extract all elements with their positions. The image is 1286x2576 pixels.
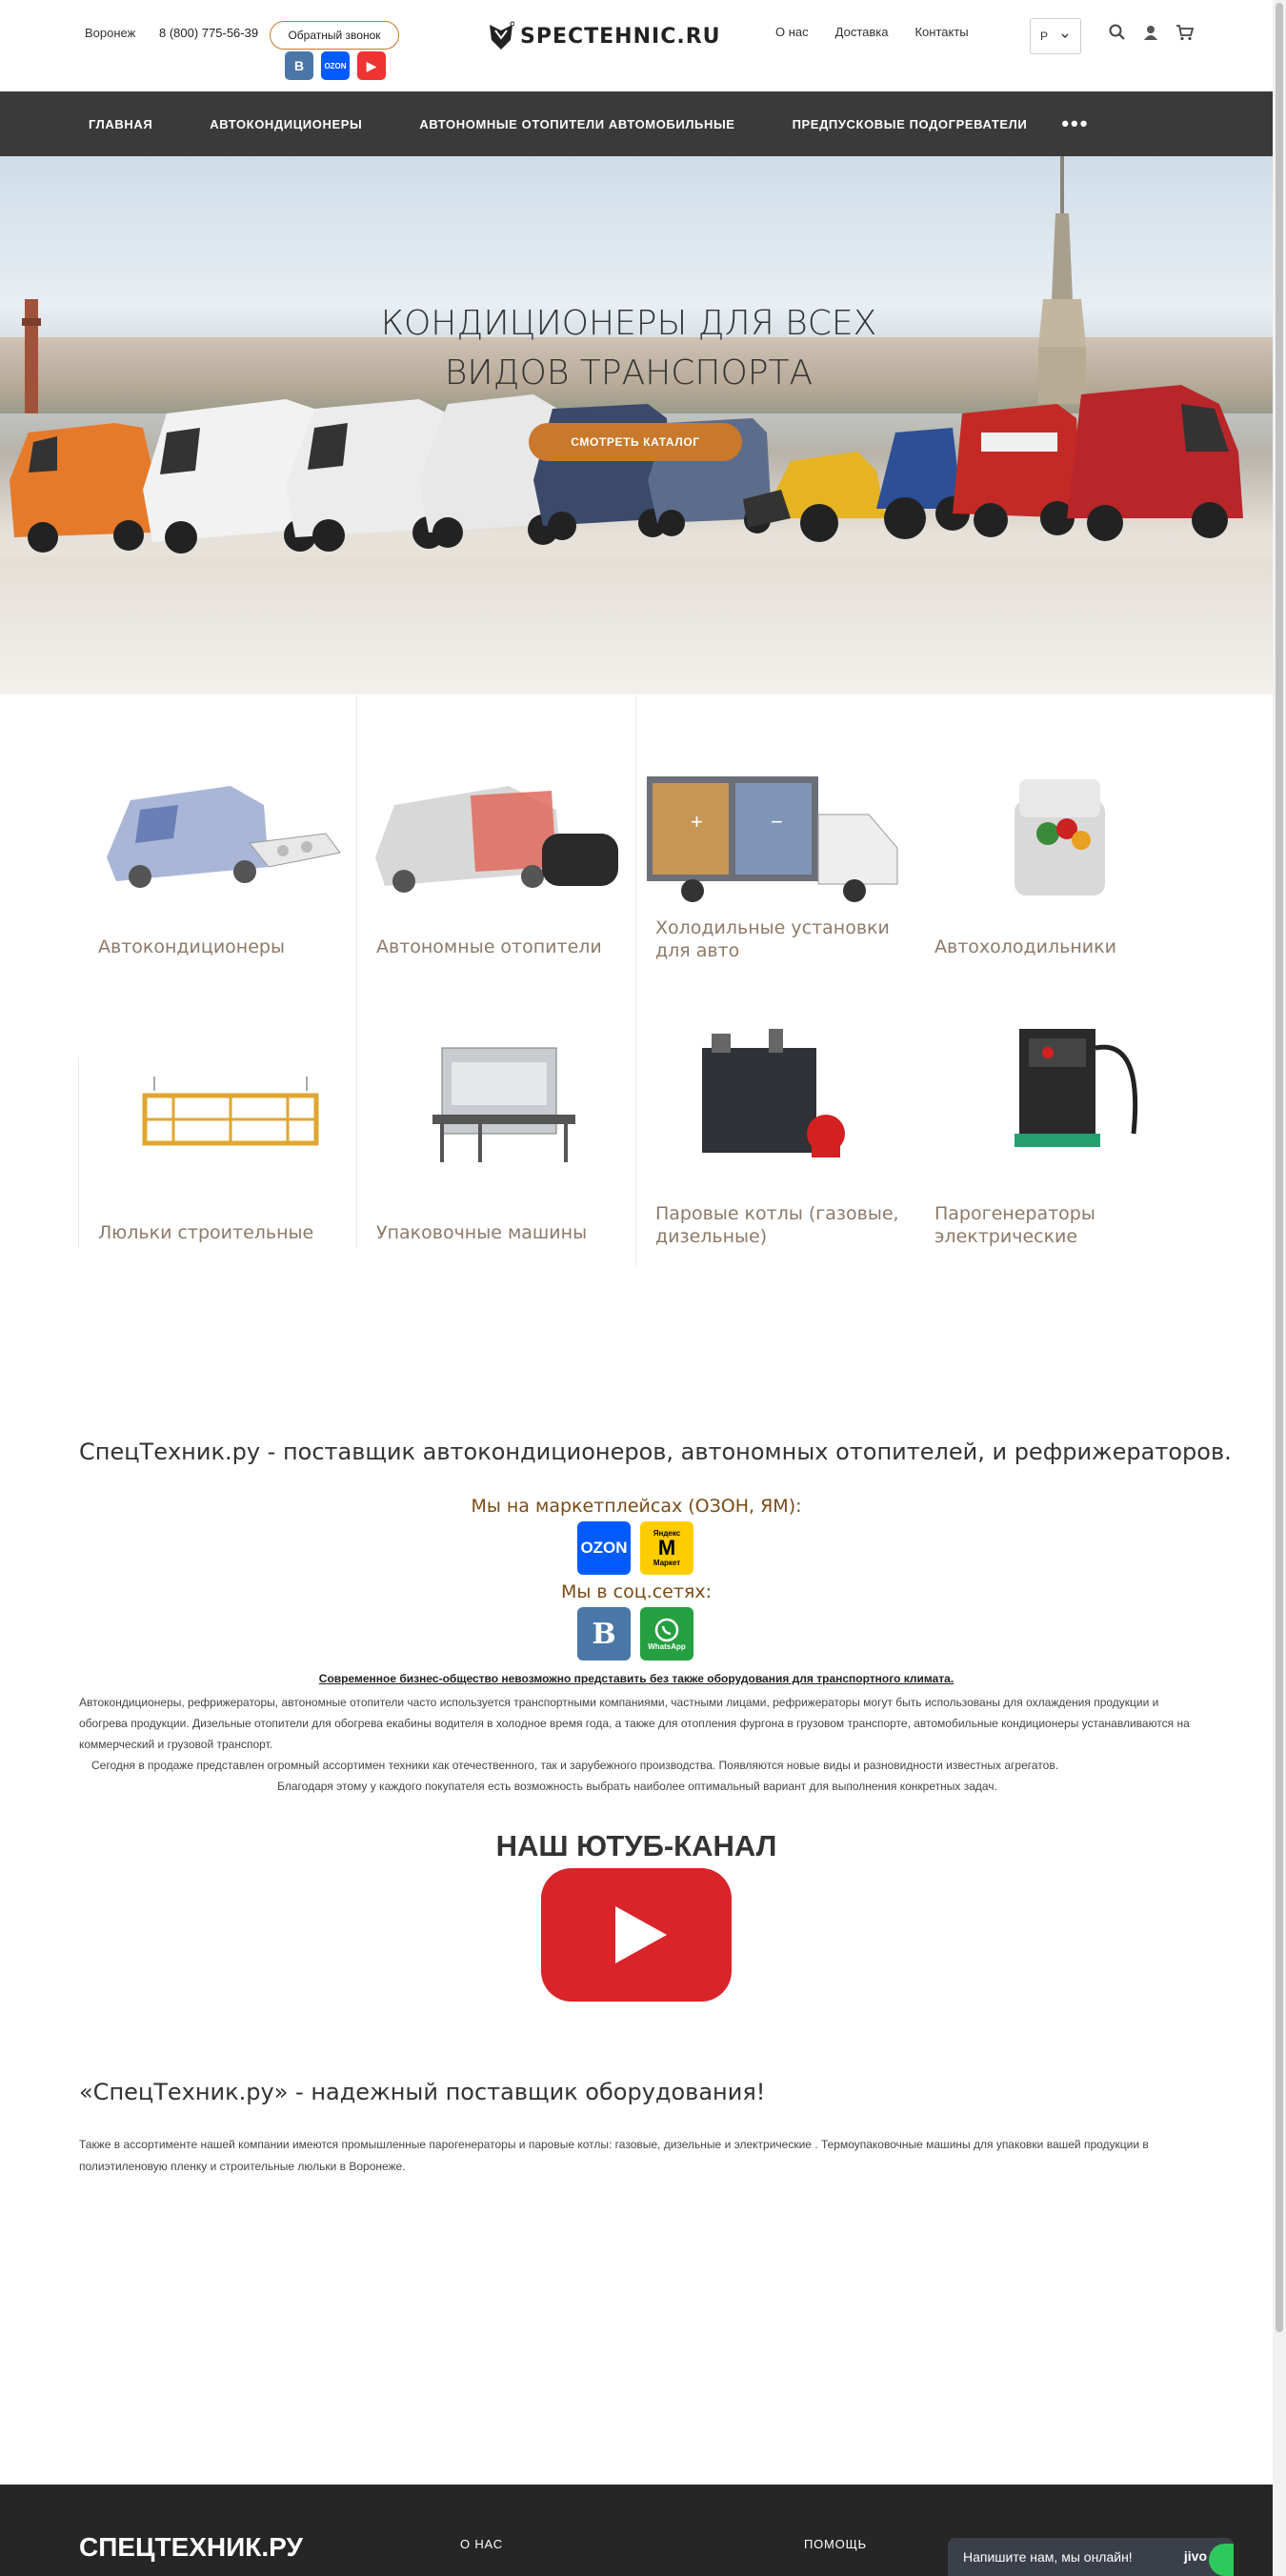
site-logo[interactable] [488, 21, 721, 51]
categories-grid [78, 695, 1195, 1267]
youtube-play-icon[interactable] [541, 1868, 732, 2002]
link-contacts[interactable]: Контакты [914, 25, 969, 39]
packing-machine-image [366, 1019, 625, 1172]
svg-text:+: + [691, 810, 703, 834]
youtube-title: НАШ ЮТУБ-КАНАЛ [495, 1829, 777, 1862]
page-scrollbar[interactable] [1273, 0, 1286, 2576]
category-steam-boilers[interactable] [635, 981, 914, 1267]
nav-item-preheaters[interactable]: ПРЕДПУСКОВЫЕ ПОДОГРЕВАТЕЛИ [792, 116, 1028, 131]
chat-brand-label: jivo [1183, 2548, 1207, 2564]
nav-item-home[interactable]: ГЛАВНАЯ [89, 116, 153, 131]
cart-icon[interactable] [1175, 23, 1195, 42]
vk-icon[interactable]: В [285, 51, 313, 80]
marketplaces-title: Мы на маркетплейсах (ОЗОН, ЯМ): [471, 1496, 802, 1517]
vk-icon[interactable]: В [577, 1607, 631, 1660]
category-label: Упаковочные машины [376, 1222, 588, 1243]
callback-button[interactable]: Обратный звонок [270, 21, 399, 50]
chat-status-indicator [1209, 2544, 1234, 2576]
about-paragraph-3: Благодаря этому у каждого покупателя есть возможность выбрать наиболее оптимальный вариант для выполнения конкретных задач. [277, 1780, 997, 1793]
nav-item-heaters[interactable]: АВТОНОМНЫЕ ОТОПИТЕЛИ АВТОМОБИЛЬНЫЕ [419, 116, 735, 131]
search-icon[interactable] [1108, 23, 1127, 42]
scrollbar-thumb[interactable] [1276, 3, 1283, 2332]
footer-help-heading[interactable]: ПОМОЩЬ [804, 2537, 867, 2551]
category-refrigerator-units[interactable] [635, 695, 914, 981]
phone-link[interactable]: 8 (800) 775-56-39 [159, 26, 259, 40]
vehicles-image [0, 375, 1273, 575]
view-catalog-button[interactable]: СМОТРЕТЬ КАТАЛОГ [529, 423, 742, 461]
bold-intro: Современное бизнес-общество невозможно представить без также оборудования для транспортного климата. [318, 1672, 954, 1685]
heater-image [366, 753, 625, 905]
hero-title [343, 299, 914, 398]
category-car-fridges[interactable] [914, 695, 1194, 981]
nav-item-air-conditioners[interactable]: АВТОКОНДИЦИОНЕРЫ [210, 116, 363, 131]
ym-label-2: Маркет [653, 1559, 681, 1567]
category-label: Парогенераторы электрические [934, 1203, 1095, 1247]
top-header [0, 0, 1273, 91]
category-car-ac[interactable] [78, 695, 357, 981]
language-value: Р [1040, 30, 1049, 43]
whatsapp-label: WhatsApp [648, 1641, 686, 1651]
category-label: Автокондиционеры [98, 936, 285, 957]
category-steam-generators[interactable] [914, 981, 1194, 1267]
category-heaters[interactable] [356, 695, 635, 981]
hero-title-line1: КОНДИЦИОНЕРЫ ДЛЯ ВСЕХ [380, 304, 877, 343]
ozon-icon[interactable]: OZON [577, 1521, 631, 1575]
hero-banner [0, 156, 1273, 694]
about-paragraph-1: Автокондиционеры, рефрижераторы, автономные отопители часто используется транспортными компаниями, частными лицами, рефрижераторы могут быть использованы для охлаждения продукции и обогрева продукции. Дизельные отопители для обогрева екабины водителя в холодное время года, а также для отопления фургона в грузовом транспорте, автомобильные кондиционеры устанавливаются на коммерческий и грузовой транспорт. [79, 1696, 1190, 1751]
reliable-title: «СпецТехник.ру» - надежный поставщик оборудования! [79, 2079, 766, 2105]
category-cradles[interactable] [78, 981, 357, 1267]
user-icon[interactable] [1141, 23, 1160, 42]
link-about[interactable]: О нас [775, 25, 809, 39]
footer-brand: СПЕЦТЕХНИК.РУ [79, 2532, 303, 2562]
reliable-text: Также в ассортименте нашей компании имеются промышленные парогенераторы и паровые котлы: газовые, дизельные и электрические . Термоупаковочные машины для упаковки вашей продукции в полиэтиленовую пленку и строительные люльки в Воронеже. [79, 2138, 1149, 2173]
top-links [775, 25, 969, 39]
ozon-icon[interactable]: OZON [321, 51, 350, 80]
ym-label-1: Яндекс [653, 1529, 681, 1538]
youtube-icon[interactable]: ▶ [357, 51, 386, 80]
yandex-market-icon[interactable] [640, 1521, 693, 1575]
about-text [79, 1692, 1196, 1797]
link-delivery[interactable]: Доставка [834, 25, 889, 39]
whatsapp-icon[interactable] [640, 1607, 693, 1660]
cradle-image [88, 1038, 347, 1172]
car-ac-image [88, 753, 347, 905]
steam-boiler-image [645, 1019, 904, 1172]
steam-generator-image [924, 1000, 1183, 1162]
main-nav [0, 91, 1273, 156]
social-title: Мы в соц.сетях: [561, 1581, 712, 1602]
road [0, 556, 1273, 694]
tower-image [1029, 156, 1095, 404]
language-select[interactable] [1030, 18, 1081, 54]
car-fridge-image [924, 772, 1183, 905]
refrigerator-truck-image [645, 772, 904, 905]
city-selector[interactable]: Воронеж [85, 26, 136, 40]
about-title: СпецТехник.ру - поставщик автокондиционеров, автономных отопителей, и рефрижераторов. [79, 1439, 1232, 1465]
category-label: Холодильные установки для авто [655, 917, 890, 961]
category-label: Автохолодильники [934, 936, 1116, 957]
hero-title-line2: ВИДОВ ТРАНСПОРТА [444, 353, 814, 392]
category-packing-machines[interactable] [356, 981, 635, 1267]
chevron-down-icon [1061, 33, 1069, 39]
logo-text: SPECTEHNIC.RU [520, 24, 721, 49]
svg-text:−: − [771, 810, 783, 834]
ym-logo-glyph: M [657, 1536, 676, 1560]
phone-bubble-icon [654, 1618, 679, 1642]
category-label: Автономные отопители [376, 936, 602, 957]
logo-shield-icon [488, 21, 514, 51]
about-paragraph-2: Сегодня в продаже представлен огромный ассортимен техники как отечественного, так и зарубежного производства. Появляются новые виды и разновидности известных агрегатов. [91, 1759, 1059, 1772]
footer-about-heading[interactable]: О НАС [460, 2537, 503, 2551]
chat-text: Напишите нам, мы онлайн! [963, 2549, 1133, 2565]
nav-more-icon[interactable]: ••• [1061, 111, 1090, 135]
category-label: Люльки строительные [98, 1222, 314, 1243]
category-label: Паровые котлы (газовые, дизельные) [655, 1203, 899, 1247]
live-chat-widget[interactable] [948, 2538, 1234, 2576]
